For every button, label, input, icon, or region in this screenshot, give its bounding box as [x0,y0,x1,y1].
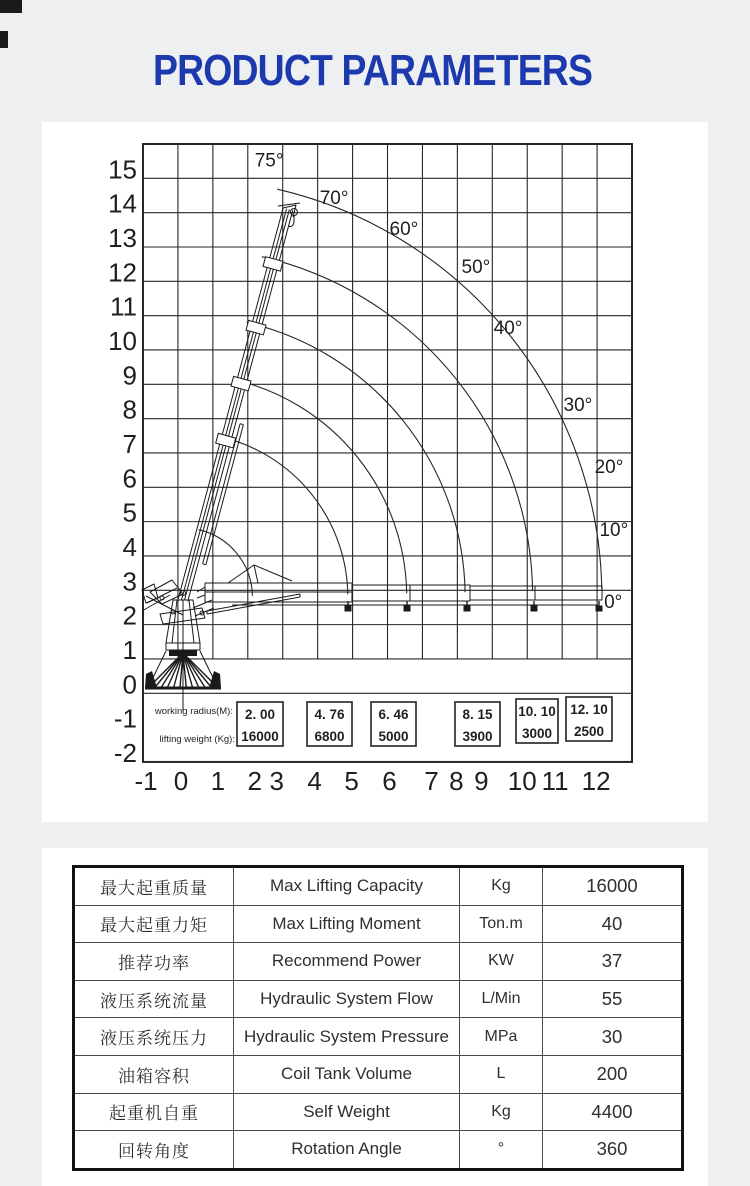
parameters-table [72,865,684,1171]
param-value: 4400 [543,1093,683,1131]
y-tick-label: 8 [122,394,137,425]
boom-angle-arc [277,189,602,590]
y-tick-label: 4 [122,531,137,562]
x-tick-label: 7 [424,766,439,796]
load-weight-value: 5000 [378,729,409,744]
y-tick-label: 1 [122,634,137,665]
parameters-table-body [74,867,683,1170]
table-row [74,1093,683,1131]
boom-angle-label: 50° [461,256,491,278]
param-name-en: Hydraulic System Pressure [234,1018,460,1056]
param-name-cn: 最大起重力矩 [74,905,234,943]
y-tick-label: 11 [110,291,137,322]
boom-angle-label: 20° [594,457,624,479]
boom-tip-hook [531,606,538,612]
table-row [74,905,683,943]
param-name-cn: 推荐功率 [74,943,234,981]
param-unit: Kg [460,1093,543,1131]
param-value: 30 [543,1018,683,1056]
y-tick-label: 15 [108,154,137,185]
crane-drawing [470,586,602,600]
table-row [74,943,683,981]
table-row [74,1131,683,1170]
param-unit: MPa [460,1018,543,1056]
boom-angle-label: 0° [604,591,623,613]
table-row [74,980,683,1018]
boom-angle-label: 75° [254,150,284,172]
y-tick-label: 5 [122,497,137,528]
load-table-weight-label: lifting weight (Kg): [159,734,235,745]
param-name-en: Hydraulic System Flow [234,980,460,1018]
x-tick-label: 4 [307,766,322,796]
param-unit: KW [460,943,543,981]
param-name-en: Recommend Power [234,943,460,981]
x-tick-label: 12 [581,766,611,796]
param-name-en: Rotation Angle [234,1131,460,1170]
crane-load-chart-panel [42,122,708,822]
y-tick-label: 2 [122,600,137,631]
base-hub [169,650,197,656]
crane-drawing [240,424,243,425]
param-name-cn: 油箱容积 [74,1055,234,1093]
y-tick-label: 13 [108,222,137,253]
crane-drawing [142,584,158,603]
page-corner-artifact [0,0,22,13]
y-tick-label: 10 [108,325,137,356]
y-tick-label: 6 [122,463,137,494]
param-value: 360 [543,1131,683,1170]
y-tick-label: 14 [108,188,137,219]
y-tick-label: 3 [122,566,137,597]
x-tick-label: 2 [247,766,263,796]
param-name-en: Max Lifting Capacity [234,867,460,906]
crane-drawing [193,600,212,608]
boom-angle-arc [233,379,406,593]
param-unit: L/Min [460,980,543,1018]
load-radius-value: 6. 46 [378,707,409,722]
param-name-cn: 最大起重质量 [74,867,234,906]
param-name-cn: 液压系统流量 [74,980,234,1018]
load-radius-value: 4. 76 [314,707,345,722]
page-edge-artifact [0,31,8,48]
x-tick-label: 10 [507,766,537,796]
load-weight-value: 3900 [462,729,493,744]
boom-angle-label: 40° [493,317,523,339]
boom-angle-arc [247,322,466,592]
load-weight-value: 6800 [314,729,345,744]
load-radius-value: 2. 00 [244,707,276,722]
param-value: 40 [543,905,683,943]
parameters-table-panel [42,848,708,1186]
boom-angle-label: 70° [319,187,349,209]
boom-angle-label: 10° [599,519,629,541]
load-weight-value: 3000 [521,726,553,741]
crane-drawing [197,587,205,592]
param-name-cn: 液压系统压力 [74,1018,234,1056]
table-row [74,867,683,906]
boom-angle-arc [220,437,348,595]
param-name-cn: 回转角度 [74,1131,234,1170]
crane-drawing [189,600,194,643]
boom-tip-hook [464,606,471,612]
y-tick-label: 0 [122,669,137,700]
x-tick-label: 9 [474,766,489,796]
x-tick-label: -1 [134,766,158,796]
y-tick-label: -1 [113,703,137,734]
param-name-en: Max Lifting Moment [234,905,460,943]
param-value: 16000 [543,867,683,906]
param-unit: ° [460,1131,543,1170]
x-tick-label: 8 [449,766,464,796]
y-tick-label: 12 [108,257,137,288]
crane-drawing [254,565,258,583]
y-tick-label: -2 [113,737,137,768]
boom-tip-hook [596,606,603,612]
param-unit: L [460,1055,543,1093]
param-unit: Kg [460,867,543,906]
load-radius-value: 8. 15 [462,707,493,722]
crane-drawing [352,585,470,601]
param-value: 37 [543,943,683,981]
x-tick-label: 5 [344,766,359,796]
crane-drawing [278,203,300,206]
x-tick-label: 6 [382,766,397,796]
table-row [74,1018,683,1056]
crane-drawing [172,600,177,643]
load-table-radius-label: working radius(M): [154,706,233,717]
boom-angle-label: 30° [563,394,593,416]
load-radius-value: 12. 10 [570,702,608,717]
param-unit: Ton.m [460,905,543,943]
table-row [74,1055,683,1093]
x-tick-label: 1 [210,766,226,796]
x-tick-label: 3 [269,766,284,796]
crane-drawing [203,564,206,565]
page-title: PRODUCT PARAMETERS [153,46,593,95]
boom-angle-label: 60° [389,219,419,241]
boom-tip-hook [345,606,352,612]
load-weight-value: 2500 [573,724,605,739]
y-tick-label: 7 [122,428,137,459]
param-value: 55 [543,980,683,1018]
x-tick-label: 11 [541,766,569,796]
param-name-en: Self Weight [234,1093,460,1131]
load-weight-value: 16000 [241,729,279,744]
param-name-cn: 起重机自重 [74,1093,234,1131]
boom-tip-hook [404,606,411,612]
param-name-en: Coil Tank Volume [234,1055,460,1093]
crane-drawing [197,595,205,598]
crane-load-chart [42,122,708,822]
load-radius-value: 10. 10 [518,704,556,719]
y-tick-label: 9 [122,360,137,391]
x-tick-label: 0 [173,766,189,796]
param-value: 200 [543,1055,683,1093]
